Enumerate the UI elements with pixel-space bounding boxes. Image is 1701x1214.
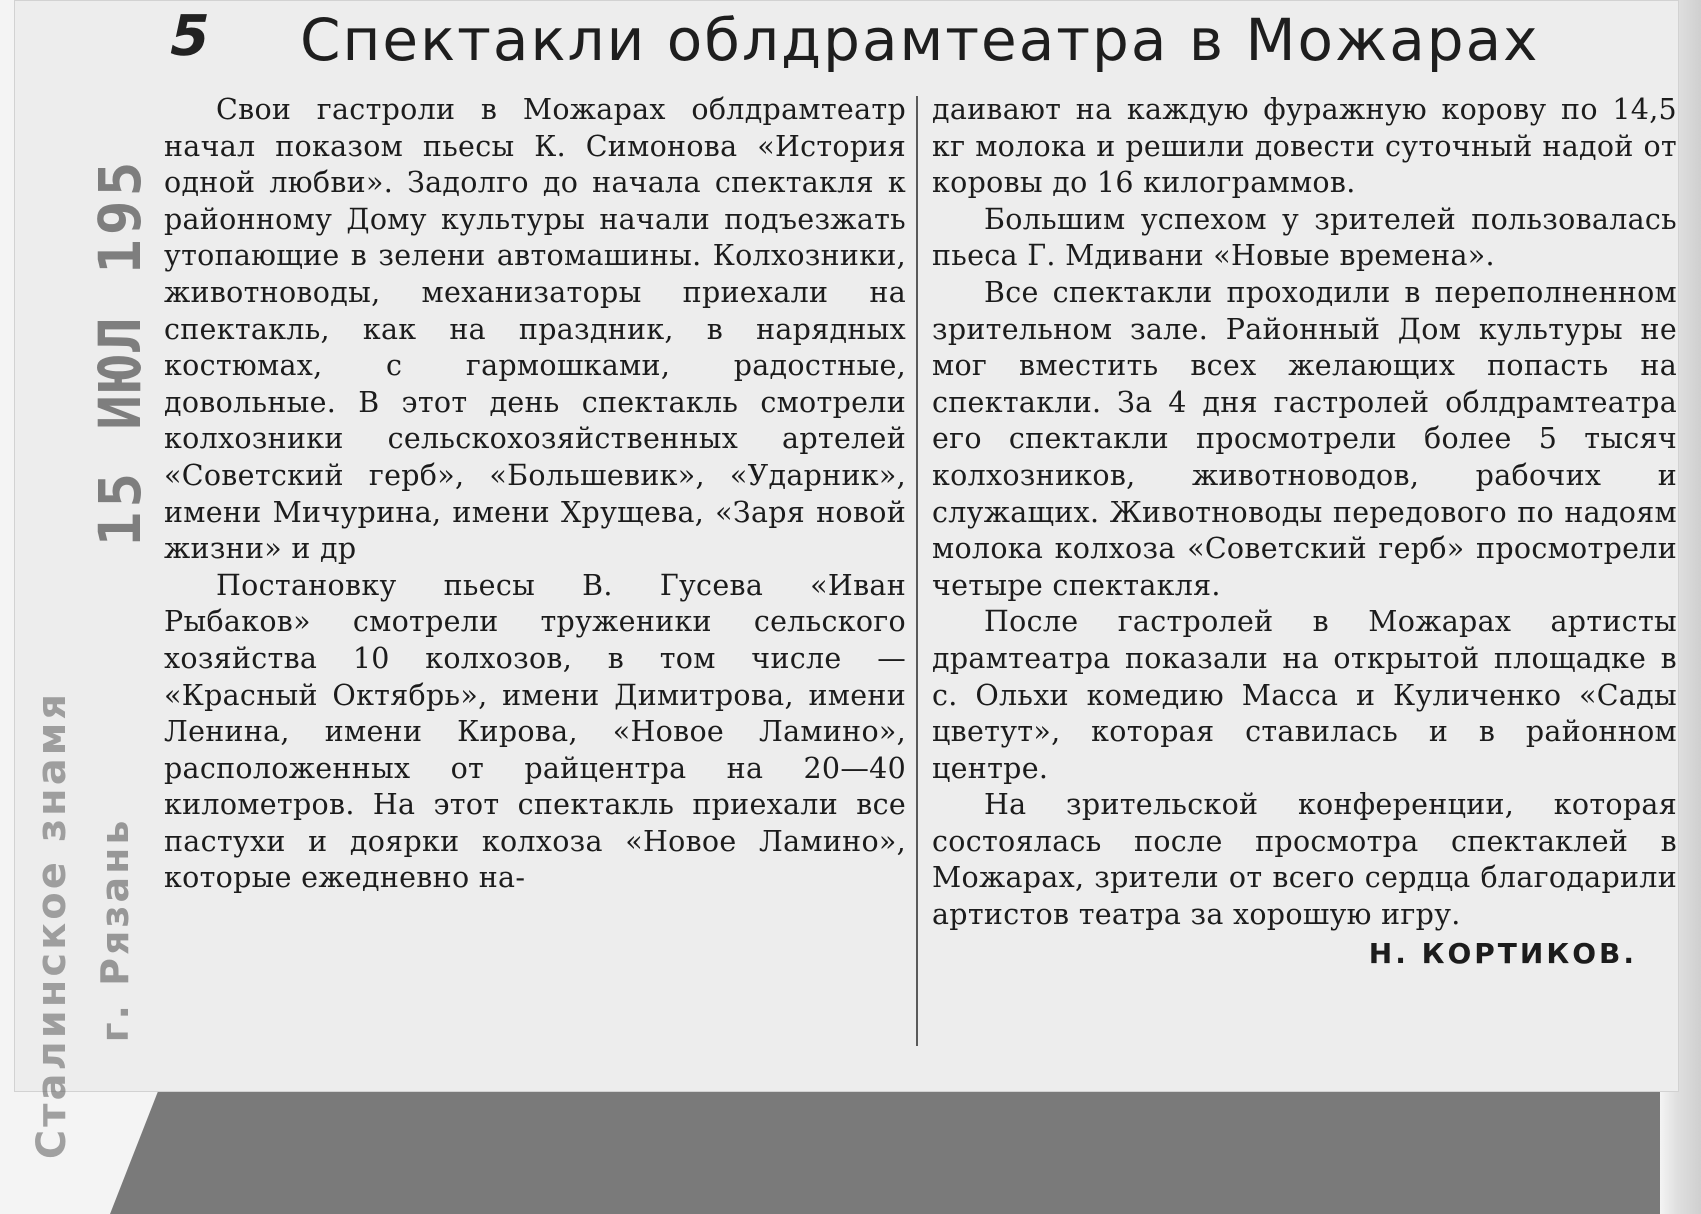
article-headline: Спектакли облдрамтеатра в Можарах xyxy=(300,6,1540,74)
paragraph: На зрительской конференции, которая состоялась после просмотра спектаклей в Можарах, зрители от всего сердца благодарили артистов театра за хорошую игру. xyxy=(932,788,1677,932)
paragraph-continuation: даивают на каждую фуражную корову по 14,5 кг молока и решили довести суточный надой от коровы до 16 килограммов. xyxy=(932,93,1677,200)
dark-backing-surface xyxy=(110,1092,1701,1214)
paragraph: Свои гастроли в Можарах облдрамтеатр начал показом пьесы К. Симонова «История одной любви». Задолго до начала спектакля к районному Дому культуры начали подъезжать утопающие в зелени автомашины. Колхозники, животноводы, механизаторы приехали на спектакль, как на праздник, в нарядных костюмах, с гармошками, радостные, довольные. В этот день спектакль смотрели колхозники сельскохозяйственных артелей «Советский герб», «Большевик», «Ударник», имени Мичурина, имени Хрущева, «Заря новой жизни» и др xyxy=(164,93,906,566)
date-stamp: 15 ИЮЛ 195 xyxy=(86,157,154,547)
paragraph: Большим успехом у зрителей пользовалась пьеса Г. Мдивани «Новые времена». xyxy=(932,202,1677,273)
author-signature: Н. КОРТИКОВ. xyxy=(1368,936,1637,970)
city-stamp: г. Рязань xyxy=(93,817,137,1043)
column-divider xyxy=(916,96,918,1046)
right-column xyxy=(932,92,1677,972)
handwritten-page-number: 5 xyxy=(163,4,216,69)
paragraph: После гастролей в Можарах артисты драмтеатра показали на открытой площадке в с. Ольхи комедию Масса и Куличенко «Сады цветут», которая ставилась и в районном центре. xyxy=(932,605,1677,785)
paragraph: Постановку пьесы В. Гусева «Иван Рыбаков» смотрели труженики сельского хозяйства 10 колхозов, в том числе — «Красный Октябрь», имени Димитрова, имени Ленина, имени Кирова, «Новое Ламино», расположенных от райцентра на 20—40 километров. На этот спектакль приехали все пастухи и доярки колхоза «Новое Ламино», которые ежедневно на- xyxy=(164,568,906,895)
source-stamp: Сталинское знамя xyxy=(29,690,75,1160)
left-column xyxy=(164,92,906,897)
paragraph: Все спектакли проходили в переполненном зрительном зале. Районный Дом культуры не мог вместить всех желающих попасть на спектакли. За 4 дня гастролей облдрамтеатра его спектакли просмотрели более 5 тысяч колхозников, животноводов, рабочих и служащих. Животноводы передового по надоям молока колхоза «Советский герб» просмотрели четыре спектакля. xyxy=(932,275,1677,602)
